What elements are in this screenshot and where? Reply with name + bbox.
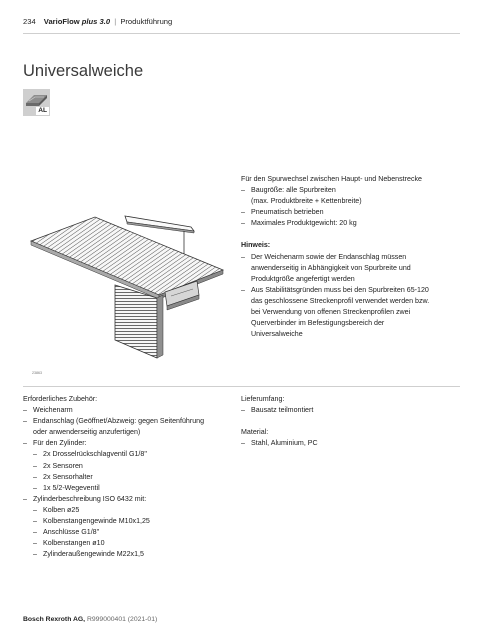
note-item-continued: Querverbinder im Befestigungsbereich der — [251, 319, 385, 328]
accessories-heading: Erforderliches Zubehör: — [23, 395, 98, 403]
header-rule — [23, 33, 460, 34]
note-item-continued: Universalweiche — [251, 330, 303, 339]
page-title: Universalweiche — [23, 62, 144, 80]
section-name: Produktführung — [120, 17, 173, 26]
material-badge — [23, 89, 50, 116]
cylinder-subitem: – 2x Sensorhalter — [23, 472, 235, 483]
iso-subitem: – Kolbenstangen ø10 — [23, 538, 235, 549]
delivery-item: – Bausatz teilmontiert — [241, 405, 463, 416]
note-item-continued: bei Verwendung von offenen Streckenprofilen zwei — [251, 308, 411, 317]
accessory-item: – Endanschlag (Geöffnet/Abzweig: gegen Seitenführung — [23, 416, 235, 427]
note-heading: Hinweis: — [241, 241, 271, 250]
accessories-block — [23, 394, 235, 560]
universal-switch-illustration — [23, 165, 228, 380]
accessory-item: – Zylinderbeschreibung ISO 6432 mit: — [23, 494, 235, 505]
delivery-heading: Lieferumfang: — [241, 395, 285, 403]
illustration-code: 23863 — [32, 371, 42, 375]
document-reference: R999000401 (2021-01) — [86, 616, 158, 623]
badge-label: AL — [38, 107, 47, 114]
page-header — [23, 17, 172, 26]
iso-subitem: – Kolben ø25 — [23, 505, 235, 516]
description-block — [241, 174, 463, 340]
company-name: Bosch Rexroth AG, — [23, 616, 86, 623]
cylinder-subitem: – 1x 5/2-Wegeventil — [23, 483, 235, 494]
note-item-continued: anwenderseitig in Abhängigkeit von Spurbreite und — [251, 263, 411, 272]
cylinder-subitem: – 2x Drosselrückschlagventil G1/8" — [23, 449, 235, 460]
section-rule — [23, 386, 460, 387]
spec-item: – Maximales Produktgewicht: 20 kg — [241, 218, 463, 229]
cylinder-subitem: – 2x Sensoren — [23, 461, 235, 472]
delivery-block — [241, 394, 463, 449]
spec-item: – Baugröße: alle Spurbreiten — [241, 185, 463, 196]
product-name: VarioFlow — [43, 17, 80, 26]
iso-subitem: – Zylinderaußengewinde M22x1,5 — [23, 549, 235, 560]
material-item: – Stahl, Aluminium, PC — [241, 438, 463, 449]
accessory-item: – Für den Zylinder: — [23, 438, 235, 449]
product-suffix: plus 3.0 — [81, 17, 111, 26]
note-item-continued: das geschlossene Streckenprofil verwendet werden bzw. — [251, 296, 430, 305]
note-item: – Aus Stabilitätsgründen muss bei den Spurbreiten 65-120 — [241, 285, 463, 296]
material-heading: Material: — [241, 428, 269, 437]
page-footer — [23, 616, 157, 623]
note-item-continued: Produktgröße angefertigt werden — [251, 274, 355, 283]
iso-subitem: – Kolbenstangengewinde M10x1,25 — [23, 516, 235, 527]
page-number: 234 — [23, 17, 36, 26]
description-intro: Für den Spurwechsel zwischen Haupt- und Nebenstrecke — [241, 175, 422, 183]
accessory-item: – Weichenarm — [23, 405, 235, 416]
spec-item-continued: (max. Produktbreite + Kettenbreite) — [251, 197, 362, 206]
accessory-item-continued: oder anwenderseitig anzufertigen) — [33, 428, 141, 437]
note-item: – Der Weichenarm sowie der Endanschlag müssen — [241, 252, 463, 263]
header-separator: | — [114, 17, 117, 26]
iso-subitem: – Anschlüsse G1/8" — [23, 527, 235, 538]
spec-item: – Pneumatisch betrieben — [241, 207, 463, 218]
